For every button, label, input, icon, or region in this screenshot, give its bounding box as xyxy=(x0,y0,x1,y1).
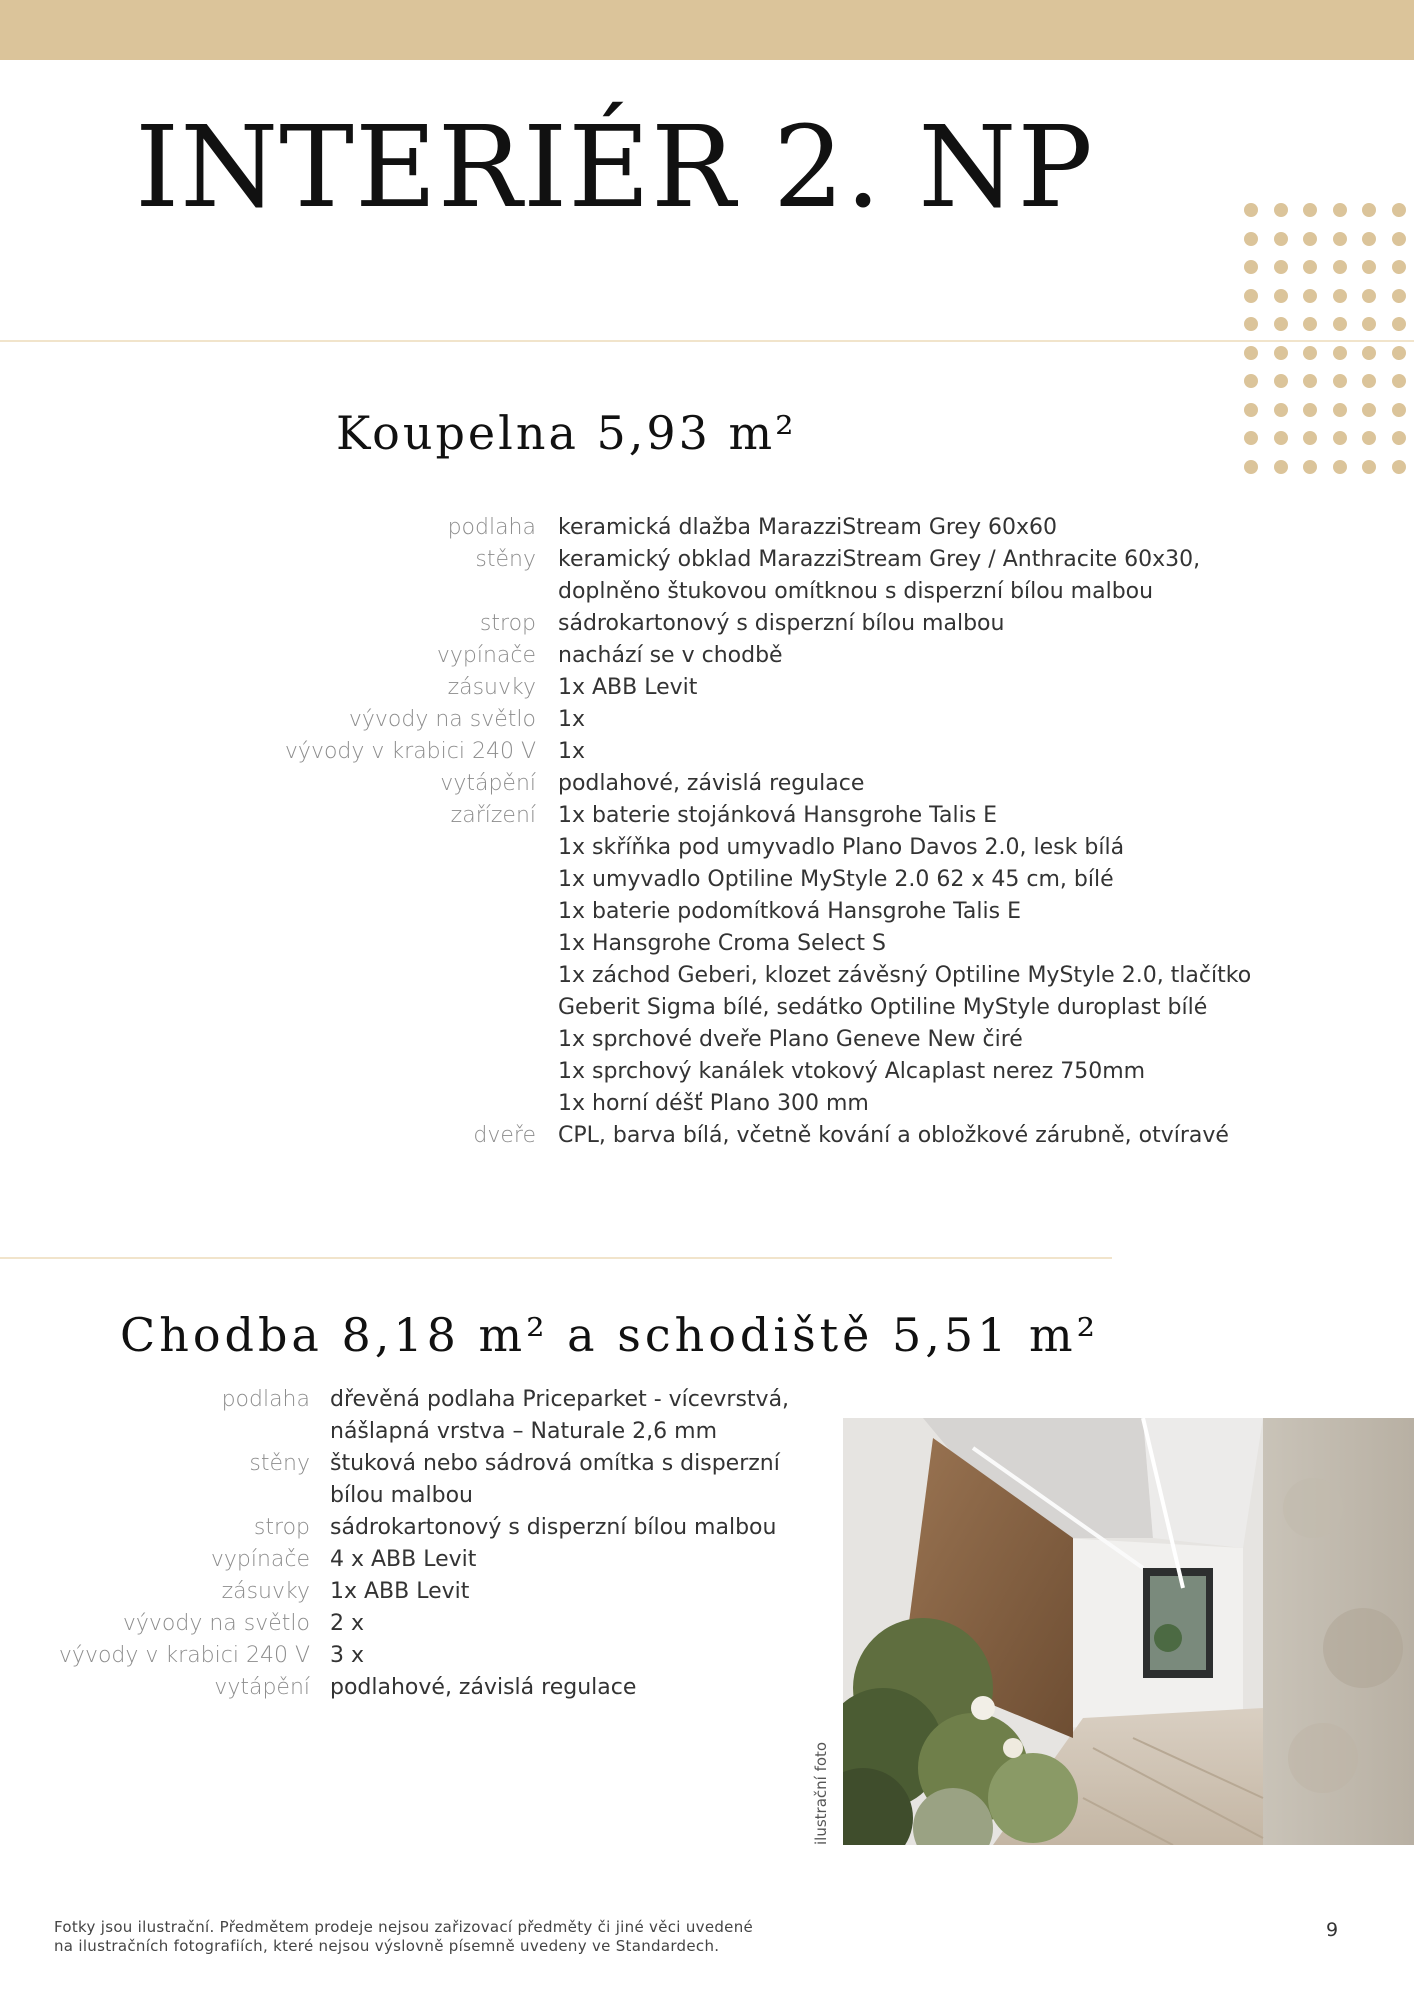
spec-values xyxy=(558,1120,1318,1152)
spec-value: 1x baterie stojánková Hansgrohe Talis E xyxy=(558,803,998,828)
page-number: 9 xyxy=(1326,1919,1339,1941)
spec-values xyxy=(330,1576,850,1608)
spec-value: 1x horní déšť Plano 300 mm xyxy=(558,1091,869,1116)
decorative-dot xyxy=(1303,431,1317,445)
decorative-dot xyxy=(1303,317,1317,331)
decorative-dot xyxy=(1333,317,1347,331)
decorative-dot xyxy=(1333,260,1347,274)
spec-values xyxy=(330,1608,850,1640)
decorative-dot xyxy=(1303,203,1317,217)
spec-values xyxy=(330,1384,850,1448)
footer-disclaimer xyxy=(54,1918,814,1956)
decorative-dot xyxy=(1333,374,1347,388)
spec-label: strop xyxy=(253,1515,310,1540)
spec-values xyxy=(558,768,1318,800)
decorative-dot xyxy=(1392,260,1406,274)
spec-value: bílou malbou xyxy=(330,1483,473,1508)
spec-value: dřevěná podlaha Priceparket - vícevrstvá, xyxy=(330,1387,790,1412)
decorative-dot xyxy=(1362,460,1376,474)
decorative-dot xyxy=(1333,403,1347,417)
decorative-dot xyxy=(1244,260,1258,274)
spec-value: doplněno štukovou omítknou s disperzní bílou malbou xyxy=(558,579,1154,604)
decorative-dot xyxy=(1392,460,1406,474)
decorative-dot xyxy=(1303,346,1317,360)
spec-row xyxy=(40,1672,850,1704)
section-title-hallway: Chodba 8,18 m² a schodiště 5,51 m² xyxy=(120,1308,1100,1362)
decorative-dot xyxy=(1362,431,1376,445)
decorative-dot xyxy=(1392,203,1406,217)
spec-row xyxy=(270,640,1318,672)
spec-row xyxy=(40,1448,850,1512)
spec-value: 1x baterie podomítková Hansgrohe Talis E xyxy=(558,899,1021,924)
decorative-dot xyxy=(1244,203,1258,217)
decorative-dot xyxy=(1333,431,1347,445)
spec-label: zásuvky xyxy=(221,1579,310,1604)
spec-values xyxy=(330,1544,850,1576)
decorative-dot xyxy=(1392,289,1406,303)
footer-disclaimer-line: na ilustračních fotografiích, které nejsou výslovně písemně uvedeny ve Standardech. xyxy=(54,1937,720,1955)
spec-values xyxy=(330,1448,850,1512)
decorative-dot xyxy=(1244,232,1258,246)
spec-value: sádrokartonový s disperzní bílou malbou xyxy=(558,611,1005,636)
spec-row xyxy=(40,1544,850,1576)
section-title-bathroom: Koupelna 5,93 m² xyxy=(336,406,797,460)
spec-values xyxy=(330,1640,850,1672)
spec-value: CPL, barva bílá, včetně kování a obložkové zárubně, otvíravé xyxy=(558,1123,1229,1148)
decorative-dot xyxy=(1274,317,1288,331)
spec-value: 1x skříňka pod umyvadlo Plano Davos 2.0, lesk bílá xyxy=(558,835,1125,860)
spec-values xyxy=(330,1512,850,1544)
spec-row xyxy=(40,1384,850,1448)
spec-label: vývody na světlo xyxy=(348,707,536,732)
spec-row xyxy=(40,1576,850,1608)
decorative-dot xyxy=(1333,232,1347,246)
spec-value: 1x umyvadlo Optiline MyStyle 2.0 62 x 45 cm, bílé xyxy=(558,867,1114,892)
spec-value: 1x ABB Levit xyxy=(558,675,698,700)
top-accent-bar xyxy=(0,0,1414,60)
spec-label: vytápění xyxy=(214,1675,310,1700)
spec-value: 1x xyxy=(558,739,586,764)
spec-label: podlaha xyxy=(447,515,536,540)
decorative-dot xyxy=(1244,346,1258,360)
decorative-dot xyxy=(1274,346,1288,360)
decorative-dot xyxy=(1392,403,1406,417)
decorative-dot xyxy=(1392,232,1406,246)
decorative-dot xyxy=(1362,203,1376,217)
divider-top xyxy=(0,340,1414,342)
spec-value: nachází se v chodbě xyxy=(558,643,783,668)
spec-label: strop xyxy=(479,611,536,636)
spec-value: 1x Hansgrohe Croma Select S xyxy=(558,931,887,956)
spec-label: podlaha xyxy=(221,1387,310,1412)
spec-values xyxy=(330,1672,850,1704)
spec-row xyxy=(270,544,1318,608)
spec-values xyxy=(558,704,1318,736)
decorative-dot xyxy=(1244,431,1258,445)
spec-label: vývody v krabici 240 V xyxy=(58,1643,310,1668)
spec-value: 3 x xyxy=(330,1643,365,1668)
decorative-dot xyxy=(1274,232,1288,246)
spec-value: 4 x ABB Levit xyxy=(330,1547,477,1572)
spec-values xyxy=(558,512,1318,544)
spec-value: nášlapná vrstva – Naturale 2,6 mm xyxy=(330,1419,718,1444)
decorative-dot xyxy=(1274,431,1288,445)
decorative-dot xyxy=(1274,289,1288,303)
spec-value: sádrokartonový s disperzní bílou malbou xyxy=(330,1515,777,1540)
spec-values xyxy=(558,672,1318,704)
spec-value: keramický obklad MarazziStream Grey / Anthracite 60x30, xyxy=(558,547,1201,572)
decorative-dot xyxy=(1244,374,1258,388)
decorative-dot xyxy=(1303,460,1317,474)
spec-label: stěny xyxy=(475,547,536,572)
decorative-dot xyxy=(1274,374,1288,388)
decorative-dot xyxy=(1333,289,1347,303)
spec-value: 1x sprchový kanálek vtokový Alcaplast nerez 750mm xyxy=(558,1059,1146,1084)
decorative-dot xyxy=(1303,374,1317,388)
decorative-dot xyxy=(1274,203,1288,217)
spec-row xyxy=(270,1120,1318,1152)
decorative-dot xyxy=(1362,374,1376,388)
spec-value: Geberit Sigma bílé, sedátko Optiline MyStyle duroplast bílé xyxy=(558,995,1208,1020)
spec-values xyxy=(558,736,1318,768)
spec-label: vypínače xyxy=(210,1547,310,1572)
decorative-dot xyxy=(1303,403,1317,417)
decorative-dot xyxy=(1274,403,1288,417)
decorative-dot xyxy=(1303,289,1317,303)
spec-row xyxy=(270,704,1318,736)
spec-value: 1x xyxy=(558,707,586,732)
spec-row xyxy=(270,672,1318,704)
decorative-dot xyxy=(1392,346,1406,360)
divider-middle xyxy=(0,1257,1112,1259)
decorative-dot xyxy=(1362,260,1376,274)
decorative-dot xyxy=(1362,346,1376,360)
spec-row xyxy=(40,1512,850,1544)
decorative-dot xyxy=(1392,431,1406,445)
decorative-dot xyxy=(1244,460,1258,474)
spec-label: vypínače xyxy=(436,643,536,668)
spec-row xyxy=(270,608,1318,640)
spec-values xyxy=(558,640,1318,672)
decorative-dot xyxy=(1333,346,1347,360)
page-title: INTERIÉR 2. NP xyxy=(135,103,1094,233)
photo-caption: ilustrační foto xyxy=(812,1741,830,1845)
decorative-dot xyxy=(1274,460,1288,474)
spec-label: vývody na světlo xyxy=(122,1611,310,1636)
footer-disclaimer-line: Fotky jsou ilustrační. Předmětem prodeje nejsou zařizovací předměty či jiné věci uvedené xyxy=(54,1918,754,1936)
spec-row xyxy=(270,736,1318,768)
decorative-dot xyxy=(1274,260,1288,274)
spec-value: 2 x xyxy=(330,1611,365,1636)
decorative-dot xyxy=(1333,460,1347,474)
spec-row xyxy=(40,1640,850,1672)
spec-row xyxy=(40,1608,850,1640)
spec-values xyxy=(558,608,1318,640)
spec-value: podlahové, závislá regulace xyxy=(558,771,865,796)
decorative-dot xyxy=(1362,317,1376,331)
spec-values xyxy=(558,544,1318,608)
spec-values xyxy=(558,800,1318,1120)
decorative-dot xyxy=(1392,374,1406,388)
spec-label: vytápění xyxy=(440,771,536,796)
decorative-dot xyxy=(1362,403,1376,417)
spec-table-hallway xyxy=(40,1384,850,1704)
spec-label: vývody v krabici 240 V xyxy=(284,739,536,764)
spec-label: zásuvky xyxy=(447,675,536,700)
spec-label: dveře xyxy=(473,1123,536,1148)
decorative-dot xyxy=(1333,203,1347,217)
decorative-dot xyxy=(1362,232,1376,246)
decorative-dot xyxy=(1244,289,1258,303)
spec-row xyxy=(270,768,1318,800)
spec-label: stěny xyxy=(249,1451,310,1476)
dot-grid-decoration xyxy=(1244,203,1414,474)
hallway-photo xyxy=(843,1418,1414,1845)
decorative-dot xyxy=(1303,232,1317,246)
spec-value: 1x záchod Geberi, klozet závěsný Optiline MyStyle 2.0, tlačítko xyxy=(558,963,1252,988)
spec-value: štuková nebo sádrová omítka s disperzní xyxy=(330,1451,780,1476)
spec-table-bathroom xyxy=(270,512,1318,1152)
spec-label: zařízení xyxy=(450,803,536,828)
decorative-dot xyxy=(1362,289,1376,303)
spec-row xyxy=(270,512,1318,544)
spec-value: keramická dlažba MarazziStream Grey 60x60 xyxy=(558,515,1057,540)
decorative-dot xyxy=(1244,403,1258,417)
decorative-dot xyxy=(1244,317,1258,331)
decorative-dot xyxy=(1303,260,1317,274)
spec-value: 1x sprchové dveře Plano Geneve New čiré xyxy=(558,1027,1023,1052)
decorative-dot xyxy=(1392,317,1406,331)
spec-value: podlahové, závislá regulace xyxy=(330,1675,637,1700)
spec-value: 1x ABB Levit xyxy=(330,1579,470,1604)
spec-row xyxy=(270,800,1318,1120)
